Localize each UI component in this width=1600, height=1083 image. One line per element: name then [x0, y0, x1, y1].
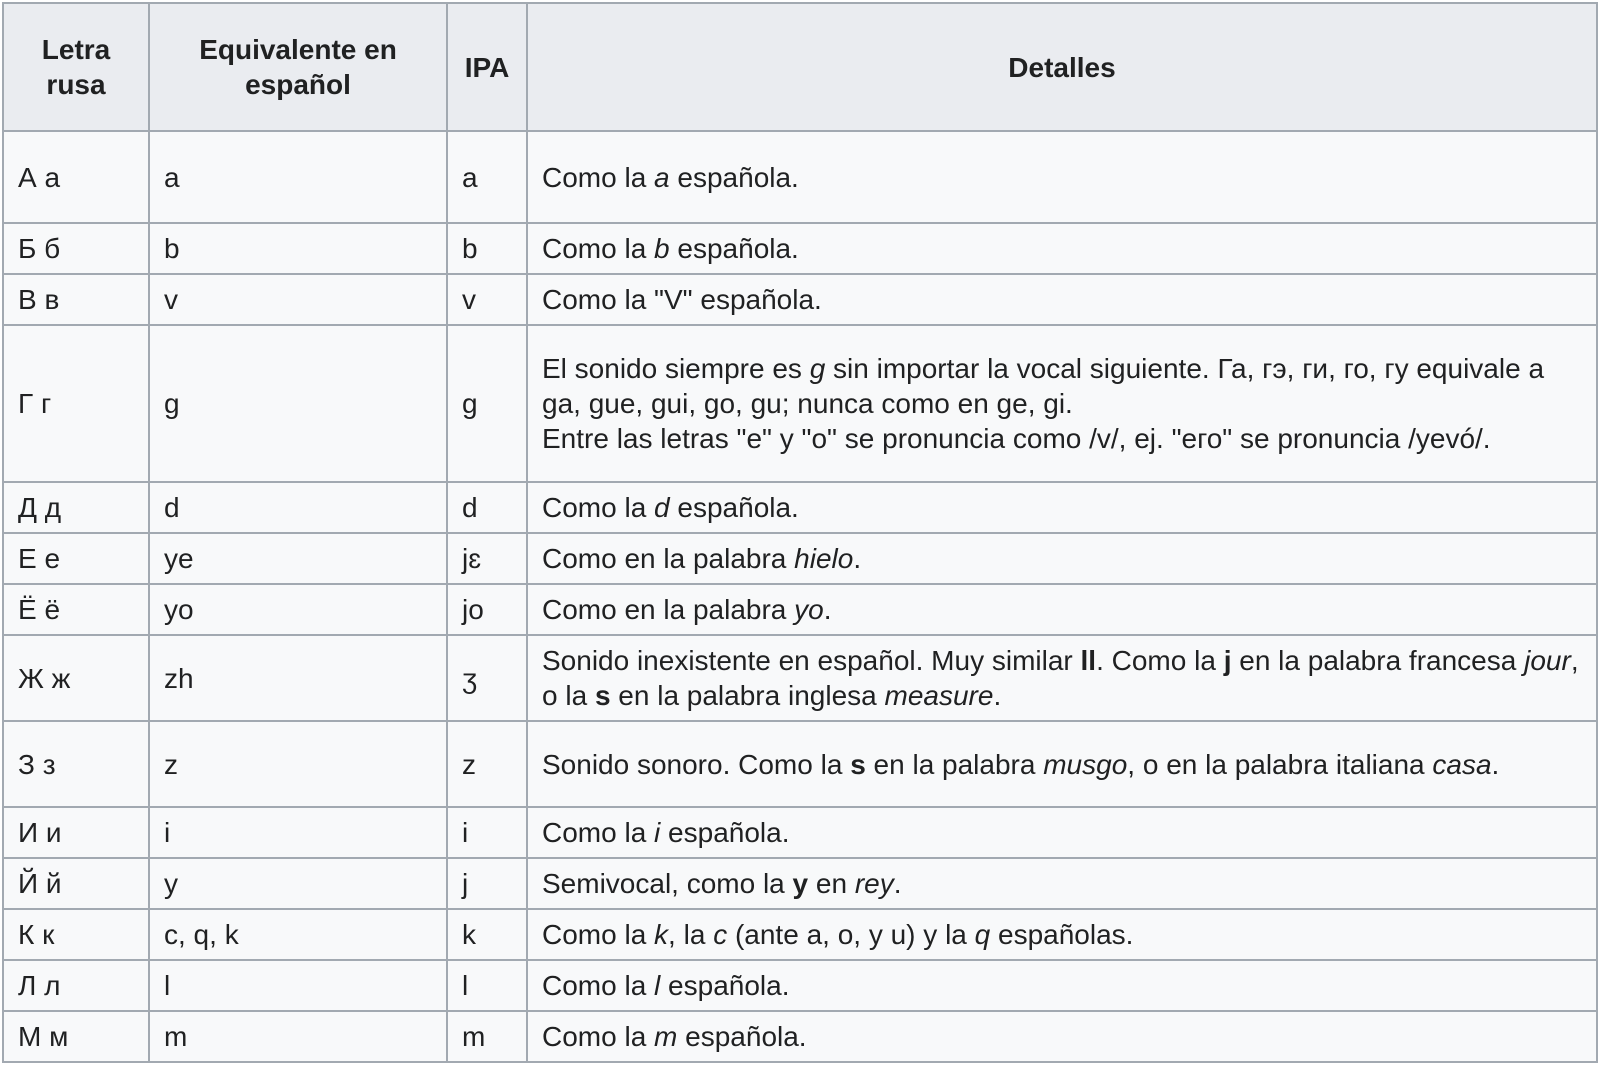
details-text: en la palabra francesa: [1231, 645, 1525, 676]
details-text: g: [809, 353, 826, 384]
details-text: b: [654, 233, 670, 264]
cell-details: [527, 807, 1597, 858]
cell-details: [527, 533, 1597, 584]
cell-letter: Й й: [3, 858, 149, 909]
details-text: s: [850, 748, 866, 780]
header-letter: Letra rusa: [3, 3, 149, 131]
details-text: (ante a, o, y u) y la: [727, 919, 975, 950]
details-text: Entre las letras "е" y "о" se pronuncia como /v/, ej. "его" se pronuncia /yevó/.: [542, 423, 1491, 454]
table-row: [3, 721, 1597, 807]
cell-details: [527, 325, 1597, 482]
cell-ipa: k: [447, 909, 527, 960]
cell-details: [527, 635, 1597, 721]
table-row: [3, 584, 1597, 635]
cell-letter: Д д: [3, 482, 149, 533]
cell-spanish: b: [149, 223, 447, 274]
details-text: Como la "V" española.: [542, 284, 822, 315]
details-text: .: [893, 868, 902, 899]
table-row: [3, 807, 1597, 858]
cell-spanish: y: [149, 858, 447, 909]
cell-letter: Ж ж: [3, 635, 149, 721]
details-text: española.: [669, 233, 799, 264]
cell-letter: Л л: [3, 960, 149, 1011]
table-row: [3, 858, 1597, 909]
cell-details: [527, 909, 1597, 960]
cell-details: [527, 131, 1597, 223]
cell-ipa: a: [447, 131, 527, 223]
details-text: hielo: [794, 543, 854, 574]
details-text: .: [1491, 748, 1500, 780]
cell-ipa: m: [447, 1011, 527, 1062]
cell-ipa: d: [447, 482, 527, 533]
details-text: .: [993, 680, 1002, 711]
cell-spanish: i: [149, 807, 447, 858]
cell-spanish: z: [149, 721, 447, 807]
cell-spanish: c, q, k: [149, 909, 447, 960]
cell-letter: М м: [3, 1011, 149, 1062]
table-row: [3, 274, 1597, 325]
details-text: m: [654, 1021, 678, 1052]
details-text: ll: [1080, 645, 1097, 676]
details-text: Como la: [542, 492, 655, 523]
details-text: Como la: [542, 1021, 655, 1052]
cell-spanish: m: [149, 1011, 447, 1062]
details-text: musgo: [1043, 748, 1128, 780]
details-text: Semivocal, como la: [542, 868, 793, 899]
details-text: Como la: [542, 161, 655, 193]
cell-ipa: v: [447, 274, 527, 325]
cell-ipa: g: [447, 325, 527, 482]
details-text: jour: [1524, 645, 1571, 676]
cell-details: [527, 1011, 1597, 1062]
details-text: en: [808, 868, 855, 899]
cell-details: [527, 960, 1597, 1011]
cell-details: [527, 721, 1597, 807]
details-text: española.: [677, 1021, 807, 1052]
cell-ipa: ʒ: [447, 635, 527, 721]
details-text: c: [713, 919, 728, 950]
cell-ipa: l: [447, 960, 527, 1011]
cell-ipa: z: [447, 721, 527, 807]
details-text: Sonido inexistente en español. Muy similar: [542, 645, 1081, 676]
details-text: .: [853, 543, 862, 574]
details-text: measure: [884, 680, 994, 711]
header-details: Detalles: [527, 3, 1597, 131]
details-text: i: [654, 817, 661, 848]
details-text: k: [654, 919, 669, 950]
table-row: [3, 325, 1597, 482]
cell-spanish: v: [149, 274, 447, 325]
table-row: [3, 1011, 1597, 1062]
details-text: Como la: [542, 233, 655, 264]
details-text: española.: [660, 970, 790, 1001]
cell-letter: Г г: [3, 325, 149, 482]
details-text: El sonido siempre es: [542, 353, 810, 384]
cell-letter: К к: [3, 909, 149, 960]
header-spanish: Equivalente en español: [149, 3, 447, 131]
header-row: [3, 3, 1597, 131]
details-text: casa: [1432, 748, 1492, 780]
cell-details: [527, 858, 1597, 909]
details-text: española.: [660, 817, 790, 848]
cell-details: [527, 482, 1597, 533]
details-text: .: [823, 594, 832, 625]
table-row: [3, 533, 1597, 584]
details-text: j: [1223, 645, 1232, 676]
cell-spanish: a: [149, 131, 447, 223]
details-text: españolas.: [990, 919, 1134, 950]
details-text: d: [654, 492, 670, 523]
details-text: española.: [669, 492, 799, 523]
cell-spanish: zh: [149, 635, 447, 721]
cell-ipa: b: [447, 223, 527, 274]
details-text: . Como la: [1096, 645, 1224, 676]
cell-spanish: d: [149, 482, 447, 533]
cell-spanish: yo: [149, 584, 447, 635]
cell-details: [527, 584, 1597, 635]
cell-letter: Ё ё: [3, 584, 149, 635]
table-row: [3, 635, 1597, 721]
details-text: Como en la palabra: [542, 543, 795, 574]
cell-spanish: g: [149, 325, 447, 482]
details-text: , o en la palabra italiana: [1127, 748, 1433, 780]
table-row: [3, 960, 1597, 1011]
cell-letter: В в: [3, 274, 149, 325]
header-ipa: IPA: [447, 3, 527, 131]
cell-letter: Е е: [3, 533, 149, 584]
cell-letter: З з: [3, 721, 149, 807]
details-text: Como la: [542, 970, 655, 1001]
details-text: yo: [794, 594, 824, 625]
details-text: , o la: [542, 645, 1579, 711]
details-text: q: [974, 919, 991, 950]
details-text: rey: [854, 868, 894, 899]
cell-ipa: jɛ: [447, 533, 527, 584]
table-row: [3, 223, 1597, 274]
cell-details: [527, 274, 1597, 325]
table-row: [3, 131, 1597, 223]
details-text: en la palabra: [865, 748, 1044, 780]
cell-letter: Б б: [3, 223, 149, 274]
cell-ipa: i: [447, 807, 527, 858]
table-row: [3, 482, 1597, 533]
details-text: l: [654, 970, 661, 1001]
details-text: a: [654, 161, 670, 193]
details-text: Como la: [542, 817, 655, 848]
details-text: , la: [668, 919, 714, 950]
cell-ipa: jo: [447, 584, 527, 635]
details-text: Sonido sonoro. Como la: [542, 748, 851, 780]
alphabet-table: [2, 2, 1598, 1063]
details-text: y: [792, 868, 809, 899]
details-text: Como la: [542, 919, 655, 950]
cell-letter: А а: [3, 131, 149, 223]
cell-spanish: ye: [149, 533, 447, 584]
details-text: s: [594, 680, 611, 711]
details-text: sin importar la vocal siguiente. Га, гэ, ги, го, гу equivale a ga, gue, gui, go, gu; nunca como en ge, gi.: [542, 353, 1545, 419]
cell-letter: И и: [3, 807, 149, 858]
table-row: [3, 909, 1597, 960]
details-text: en la palabra inglesa: [610, 680, 885, 711]
details-text: española.: [669, 161, 799, 193]
details-text: Como en la palabra: [542, 594, 795, 625]
cell-ipa: j: [447, 858, 527, 909]
cell-details: [527, 223, 1597, 274]
cell-spanish: l: [149, 960, 447, 1011]
